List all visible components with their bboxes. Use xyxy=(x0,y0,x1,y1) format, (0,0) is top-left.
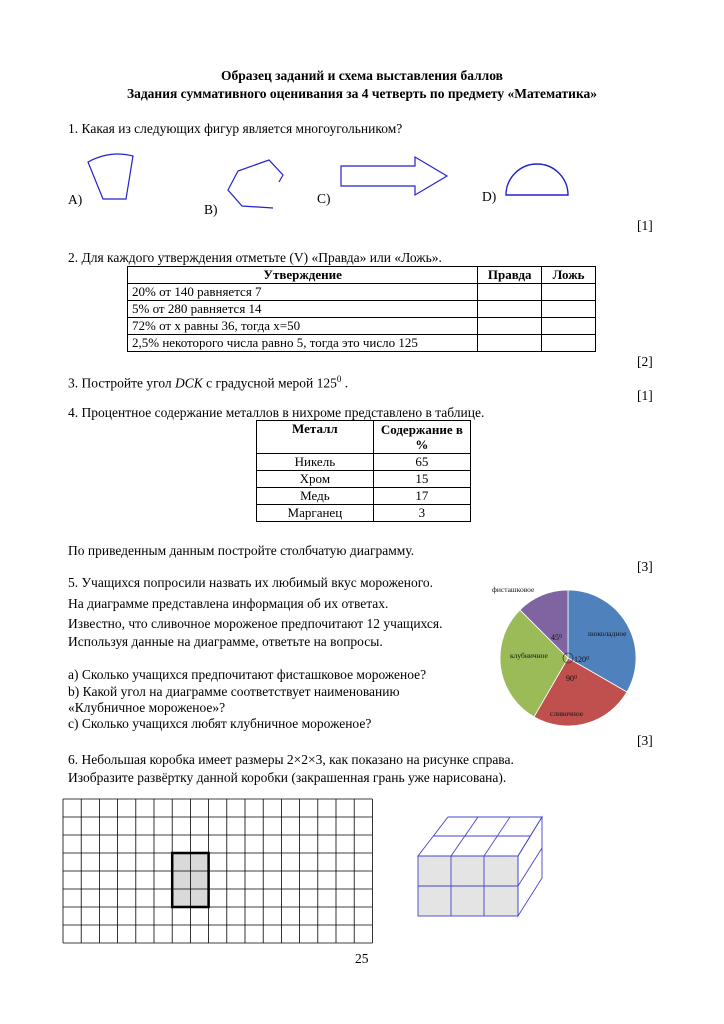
q2-false-cell-2[interactable] xyxy=(542,301,596,318)
table-row xyxy=(128,284,596,301)
q5-question-b: b) Какой угол на диаграмме соответствует наименованию xyxy=(68,684,400,699)
table-row xyxy=(257,505,471,522)
q4-metal-4: Марганец xyxy=(257,505,374,522)
table-row xyxy=(257,471,471,488)
table-row xyxy=(257,488,471,505)
table-row xyxy=(128,335,596,352)
q4-value-2: 15 xyxy=(373,471,470,488)
q2-header-statement: Утверждение xyxy=(128,267,478,284)
figure-d-semicircle xyxy=(506,164,568,195)
q3-text xyxy=(68,371,348,392)
figure-c-arrow xyxy=(341,157,447,195)
header-line-2: Задания суммативного оценивания за 4 четверть по предмету «Математика» xyxy=(126,86,598,101)
q3-angle-name: DCK xyxy=(175,375,203,391)
q4-value-1: 65 xyxy=(373,454,470,471)
q2-true-cell-4[interactable] xyxy=(478,335,542,352)
q2-row-3-text: 72% от x равны 36, тогда x=50 xyxy=(132,318,301,333)
header-line-1: Образец заданий и схема выставления баллов xyxy=(221,68,503,83)
q3-score: [1] xyxy=(637,388,653,403)
q2-row-1: 20% от 140 равняется 7 xyxy=(128,284,478,301)
table-row xyxy=(128,318,596,335)
ice-cream-pie-chart xyxy=(480,578,660,738)
q2-header-false: Ложь xyxy=(542,267,596,284)
q5-question-a: a) Сколько учащихся предпочитают фисташковое мороженое? xyxy=(68,667,427,682)
q2-false-cell-3[interactable] xyxy=(542,318,596,335)
q4-after-text: По приведенным данным постройте столбчатую диаграмму. xyxy=(68,543,415,558)
pie-angle-label-0: 120⁰ xyxy=(574,655,590,664)
q5-line-3: Известно, что сливочное мороженое предпочитают 12 учащихся. xyxy=(68,616,443,631)
q1-score: [1] xyxy=(637,218,653,233)
q4-metal-1: Никель xyxy=(257,454,374,471)
table-row xyxy=(257,454,471,471)
q2-text: 2. Для каждого утверждения отметьте (V) «Правда» или «Ложь». xyxy=(68,250,442,265)
pie-angle-label-3: 45⁰ xyxy=(551,633,563,642)
q3-end: . xyxy=(341,375,349,391)
q2-table xyxy=(127,266,596,352)
q2-true-cell-2[interactable] xyxy=(478,301,542,318)
q4-table xyxy=(256,420,471,522)
q1-option-d: D) xyxy=(482,189,497,204)
q5-question-b-cont: «Клубничное мороженое»? xyxy=(68,700,226,715)
q1-option-a: A) xyxy=(68,192,83,207)
box-top-face xyxy=(418,817,542,856)
q1-figures xyxy=(0,0,724,240)
q4-metal-2: Хром xyxy=(257,471,374,488)
q5-score: [3] xyxy=(637,733,653,748)
q2-true-cell-1[interactable] xyxy=(478,284,542,301)
q6-line-1: 6. Небольшая коробка имеет размеры 2×2×3, как показано на рисунке справа. xyxy=(68,752,514,767)
figure-a-sector xyxy=(88,154,133,199)
q5-line-4: Используя данные на диаграмме, ответьте на вопросы. xyxy=(68,634,383,649)
q4-header-metal: Металл xyxy=(257,421,374,454)
q2-false-cell-1[interactable] xyxy=(542,284,596,301)
q2-true-cell-3[interactable] xyxy=(478,318,542,335)
q4-score: [3] xyxy=(637,559,653,574)
q5-line-1: 5. Учащихся попросили назвать их любимый вкус мороженого. xyxy=(68,575,434,590)
pie-label-0: шоколадное xyxy=(588,629,627,638)
q5-line-2: На диаграмме представлена информация об их ответах. xyxy=(68,596,389,611)
q2-header-true: Правда xyxy=(478,267,542,284)
q2-false-cell-4[interactable] xyxy=(542,335,596,352)
q6-box-figure xyxy=(412,810,552,920)
q1-option-b: B) xyxy=(204,202,218,217)
q3-mid: с градусной мерой 125 xyxy=(202,375,337,391)
q3-degree: 0 xyxy=(336,374,342,384)
q1-text: 1. Какая из следующих фигур является многоугольником? xyxy=(68,121,403,136)
q2-row-3 xyxy=(128,318,478,335)
pie-label-3: фисташковое xyxy=(492,585,535,594)
q6-line-2: Изобразите развёртку данной коробки (закрашенная грань уже нарисована). xyxy=(68,770,507,785)
q4-header-content: Содержание в % xyxy=(373,421,470,454)
q4-text: 4. Процентное содержание металлов в нихроме представлено в таблице. xyxy=(68,405,485,420)
q4-metal-3: Медь xyxy=(257,488,374,505)
q3-prefix: 3. Постройте угол xyxy=(68,375,176,391)
pie-label-1: сливочное xyxy=(550,709,584,718)
q5-question-c: c) Сколько учащихся любят клубничное мороженое? xyxy=(68,716,372,731)
q4-value-4: 3 xyxy=(373,505,470,522)
q1-option-c: C) xyxy=(317,191,331,206)
q2-score: [2] xyxy=(637,354,653,369)
table-row xyxy=(128,301,596,318)
figure-b-polygon xyxy=(228,160,283,208)
q2-row-4: 2,5% некоторого числа равно 5, тогда это число 125 xyxy=(128,335,478,352)
q2-row-2: 5% от 280 равняется 14 xyxy=(128,301,478,318)
q6-answer-grid xyxy=(62,798,374,944)
q4-value-3: 17 xyxy=(373,488,470,505)
pie-label-2: клубничное xyxy=(510,651,548,660)
pie-angle-label-1: 90⁰ xyxy=(566,674,578,683)
page-number: 25 xyxy=(355,951,369,966)
